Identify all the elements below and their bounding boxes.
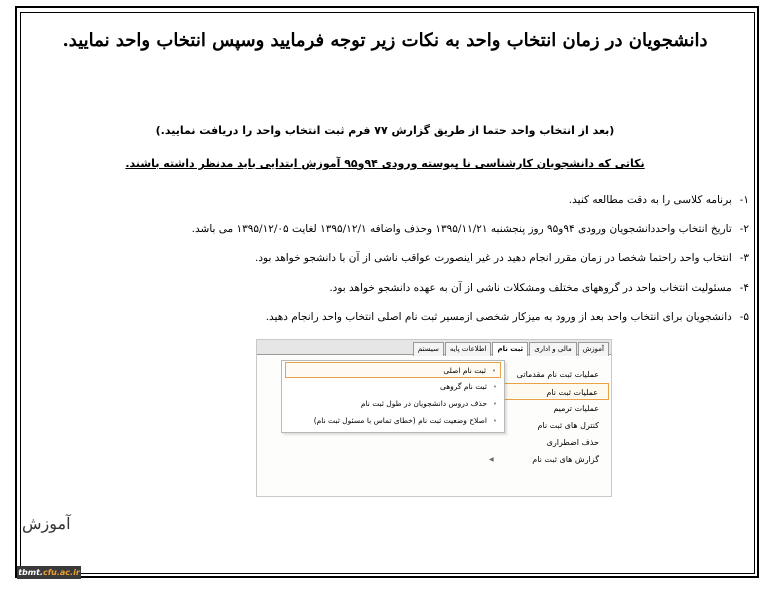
list-item-text: تاریخ انتخاب واحددانشجویان ورودی ۹۴و۹۵ روز پنجشنبه ۱۳۹۵/۱۱/۲۱ وحذف واضافه ۱۳۹۵/۱۲/۱ لغایت ۱۳۹۵/۱۲/۰۵ می باشد. — [191, 223, 732, 235]
section-heading: نکاتی که دانشجویان کارشناسی نا پیوسته ورودی ۹۴و۹۵ آموزش ابتدایی باید مدنظر داشته باشند. — [125, 157, 645, 170]
menu-item-label: گزارش های ثبت نام — [532, 455, 599, 464]
list-item-text: انتخاب واحد راحتما شخصا در زمان مقرر انجام دهید در غیر اینصورت عواقب ناشی از آن با دانشجو خواهد بود. — [255, 252, 732, 264]
submenu-item[interactable] — [285, 362, 501, 378]
logo-text: tbmt. — [18, 568, 43, 577]
list-item — [266, 311, 749, 323]
list-item-text: دانشجویان برای انتخاب واحد بعد از ورود به میزکار شخصی ازمسیر ثبت نام اصلی انتخاب واحد رانجام دهید. — [265, 311, 732, 323]
bullet-icon: • — [492, 417, 497, 425]
list-item-number: ۳- — [739, 252, 749, 264]
list-item — [192, 223, 749, 235]
list-item-number: ۱- — [739, 194, 749, 206]
list-item-text: برنامه کلاسی را به دقت مطالعه کنید. — [568, 194, 732, 206]
menu-item[interactable] — [487, 400, 609, 417]
registration-screenshot — [256, 339, 612, 497]
watermark: آموزش — [22, 514, 71, 533]
tab-finance[interactable]: مالی و اداری — [529, 342, 577, 356]
list-item — [569, 194, 749, 206]
site-logo — [17, 566, 81, 579]
registration-menu — [487, 366, 609, 468]
report-note: (بعد از انتخاب واحد حتما از طریق گزارش ۷۷ فرم ثبت انتخاب واحد را دریافت نمایید.) — [155, 124, 615, 137]
list-item — [329, 282, 749, 294]
submenu-item-label: اصلاح وضعیت ثبت نام (خطای تماس با مسئول ثبت نام) — [313, 416, 487, 425]
submenu-item-label: حذف دروس دانشجویان در طول ثبت نام — [360, 399, 487, 408]
menu-item[interactable] — [487, 434, 609, 451]
menu-item-label: عملیات ثبت نام — [546, 388, 598, 397]
menu-item[interactable] — [487, 417, 609, 434]
page-title: دانشجویان در زمان انتخاب واحد به نکات زیر توجه فرمایید وسپس انتخاب واحد نمایید. — [62, 30, 708, 51]
submenu-item[interactable] — [285, 396, 501, 412]
submenu-item-label: ثبت نام اصلی — [443, 366, 486, 375]
logo-domain: cfu.ac.ir — [42, 568, 80, 577]
list-item-number: ۵- — [739, 311, 749, 323]
menu-item[interactable] — [487, 451, 609, 468]
tab-system[interactable]: سیستم — [413, 342, 444, 356]
menu-item-label: عملیات ترمیم — [553, 404, 599, 413]
submenu-item[interactable] — [285, 379, 501, 395]
chevron-left-icon: ◀ — [489, 456, 494, 463]
list-item-text: مسئولیت انتخاب واحد در گروههای مختلف ومشکلات ناشی از آن به عهده دانشجو خواهد بود. — [329, 282, 732, 294]
tab-base-info[interactable]: اطلاعات پایه — [445, 342, 492, 356]
list-item-number: ۲- — [739, 223, 749, 235]
menu-item-label: کنترل های ثبت نام — [537, 421, 599, 430]
bullet-icon: • — [492, 400, 497, 408]
menu-item-label: عملیات ثبت نام مقدماتی — [516, 370, 599, 379]
menu-item-label: حذف اضطراری — [546, 438, 599, 447]
list-item — [255, 252, 749, 264]
bullet-icon: • — [491, 367, 496, 375]
registration-submenu — [281, 360, 505, 433]
menu-item[interactable] — [487, 383, 609, 400]
list-item-number: ۴- — [739, 282, 749, 294]
tab-bar — [257, 340, 611, 355]
menu-item[interactable] — [487, 366, 609, 383]
submenu-item-label: ثبت نام گروهی — [439, 382, 487, 391]
submenu-item[interactable] — [285, 413, 501, 429]
tab-registration[interactable]: ثبت نام — [492, 342, 528, 356]
bullet-icon: • — [492, 383, 497, 391]
tab-education[interactable]: آموزش — [578, 342, 609, 356]
